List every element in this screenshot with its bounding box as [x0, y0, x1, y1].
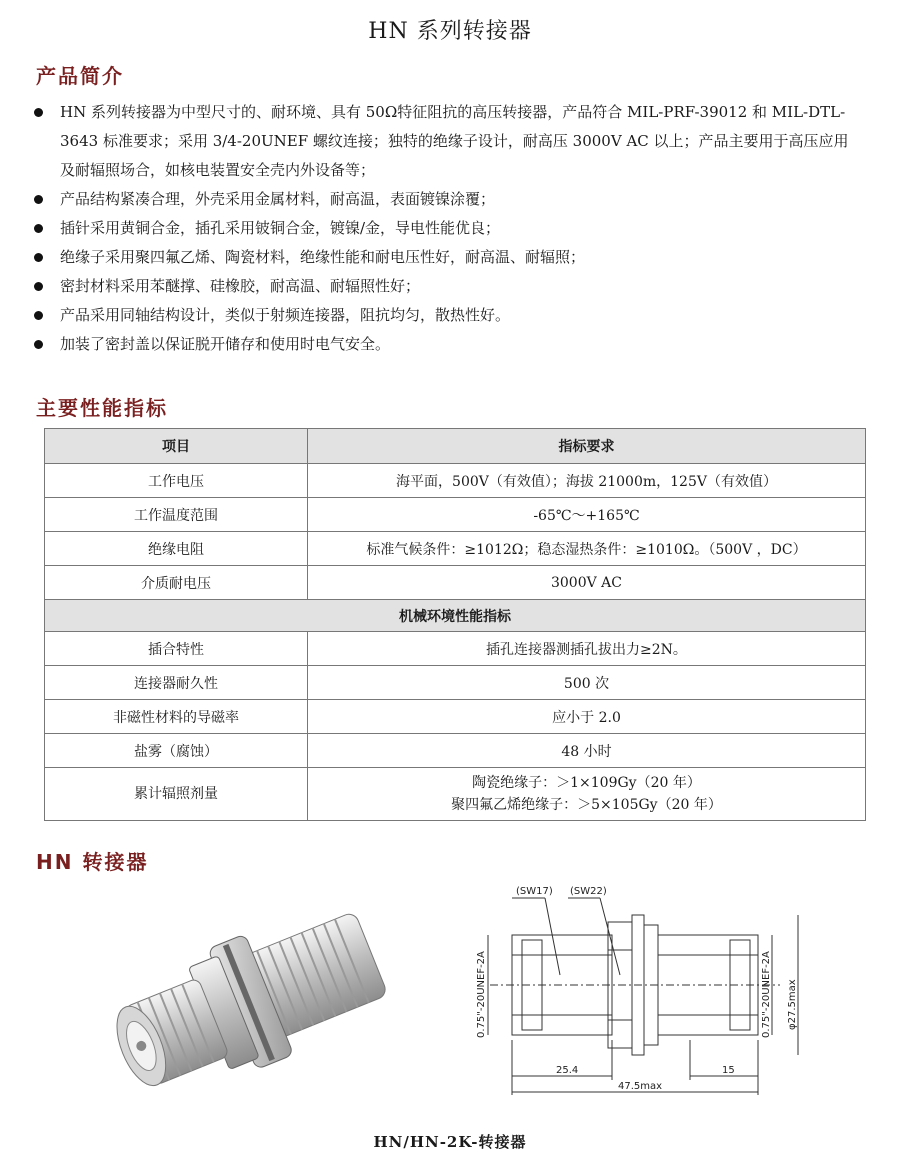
cell-item: 插合特性 [45, 632, 308, 666]
cell-item: 连接器耐久性 [45, 666, 308, 700]
bullet-icon [34, 340, 43, 349]
table-row [45, 532, 866, 566]
cell-requirement: 插孔连接器测插孔拔出力≥2N。 [308, 632, 866, 666]
header-item: 项目 [45, 429, 308, 464]
page-title: HN 系列转接器 [368, 19, 532, 44]
cell-item: 工作温度范围 [45, 498, 308, 532]
cell-requirement: 海平面，500V（有效值）；海拔 21000m，125V（有效值） [308, 464, 866, 498]
cell-item: 累计辐照剂量 [45, 768, 308, 821]
section-heading-adapter: HN 转接器 [36, 850, 149, 874]
cell-requirement [308, 768, 866, 821]
adapter-photo [110, 898, 410, 1098]
intro-list [32, 98, 862, 359]
dim-25-4: 25.4 [556, 1065, 579, 1076]
requirement-line: 陶瓷绝缘子：＞1×109Gy（20 年） [472, 775, 701, 791]
list-item: HN 系列转接器为中型尺寸的、耐环境、具有 50Ω特征阻抗的高压转接器，产品符合 MIL-PRF-39012 和 MIL-DTL-3643 标准要求；采用 3/4-20UNEF 螺纹连接；独特的绝缘子设计，耐高压 3000V AC 以上；产品主要用于高压应用及耐辐照场合，如核电装置安全壳内外设备等； [32, 98, 862, 185]
bullet-icon [34, 282, 43, 291]
thread-right-label: 0.75"-20UNEF-2A [761, 951, 772, 1038]
list-item: 插针采用黄铜合金，插孔采用铍铜合金，镀镍/金，导电性能优良； [32, 214, 862, 243]
list-item: 产品结构紧凑合理，外壳采用金属材料，耐高温，表面镀镍涂覆； [32, 185, 862, 214]
table-row [45, 666, 866, 700]
list-item: 加装了密封盖以保证脱开储存和使用时电气安全。 [32, 330, 862, 359]
diameter-label: φ27.5max [787, 979, 798, 1030]
cell-requirement: 3000V AC [308, 566, 866, 600]
section-heading-specs: 主要性能指标 [36, 396, 168, 420]
table-row [45, 498, 866, 532]
list-item: 密封材料采用苯醚撑、硅橡胶，耐高温、耐辐照性好； [32, 272, 862, 301]
spec-table [44, 428, 866, 821]
list-item: 产品采用同轴结构设计，类似于射频连接器，阻抗均匀，散热性好。 [32, 301, 862, 330]
thread-left-label: 0.75"-20UNEF-2A [476, 951, 487, 1038]
dim-15: 15 [722, 1065, 735, 1076]
section-heading-intro: 产品简介 [36, 64, 124, 88]
cell-item: 介质耐电压 [45, 566, 308, 600]
bullet-icon [34, 224, 43, 233]
table-row [45, 734, 866, 768]
cell-item: 非磁性材料的导磁率 [45, 700, 308, 734]
cell-requirement: 500 次 [308, 666, 866, 700]
dimension-drawing [460, 880, 820, 1100]
requirement-line: 聚四氟乙烯绝缘子：＞5×105Gy（20 年） [451, 797, 722, 813]
table-row [45, 464, 866, 498]
table-group-row [45, 600, 866, 632]
cell-item: 工作电压 [45, 464, 308, 498]
figure-caption: HN/HN-2K-转接器 [373, 1133, 527, 1151]
table-row [45, 700, 866, 734]
group-label: 机械环境性能指标 [45, 600, 866, 632]
list-item: 绝缘子采用聚四氟乙烯、陶瓷材料，绝缘性能和耐电压性好，耐高温、耐辐照； [32, 243, 862, 272]
sw22-label: (SW22) [570, 886, 607, 897]
cell-requirement: 标准气候条件：≥1012Ω；稳态湿热条件：≥1010Ω。（500V ，DC） [308, 532, 866, 566]
cell-requirement: -65℃～+165℃ [308, 498, 866, 532]
dim-total: 47.5max [618, 1081, 663, 1092]
bullet-icon [34, 195, 43, 204]
table-header-row [45, 429, 866, 464]
table-row [45, 632, 866, 666]
bullet-icon [34, 311, 43, 320]
table-row [45, 768, 866, 821]
cell-requirement: 48 小时 [308, 734, 866, 768]
bullet-icon [34, 253, 43, 262]
sw17-label: (SW17) [516, 886, 553, 897]
cell-requirement: 应小于 2.0 [308, 700, 866, 734]
table-row [45, 566, 866, 600]
cell-item: 盐雾（腐蚀） [45, 734, 308, 768]
cell-item: 绝缘电阻 [45, 532, 308, 566]
header-requirement: 指标要求 [308, 429, 866, 464]
bullet-icon [34, 108, 43, 117]
